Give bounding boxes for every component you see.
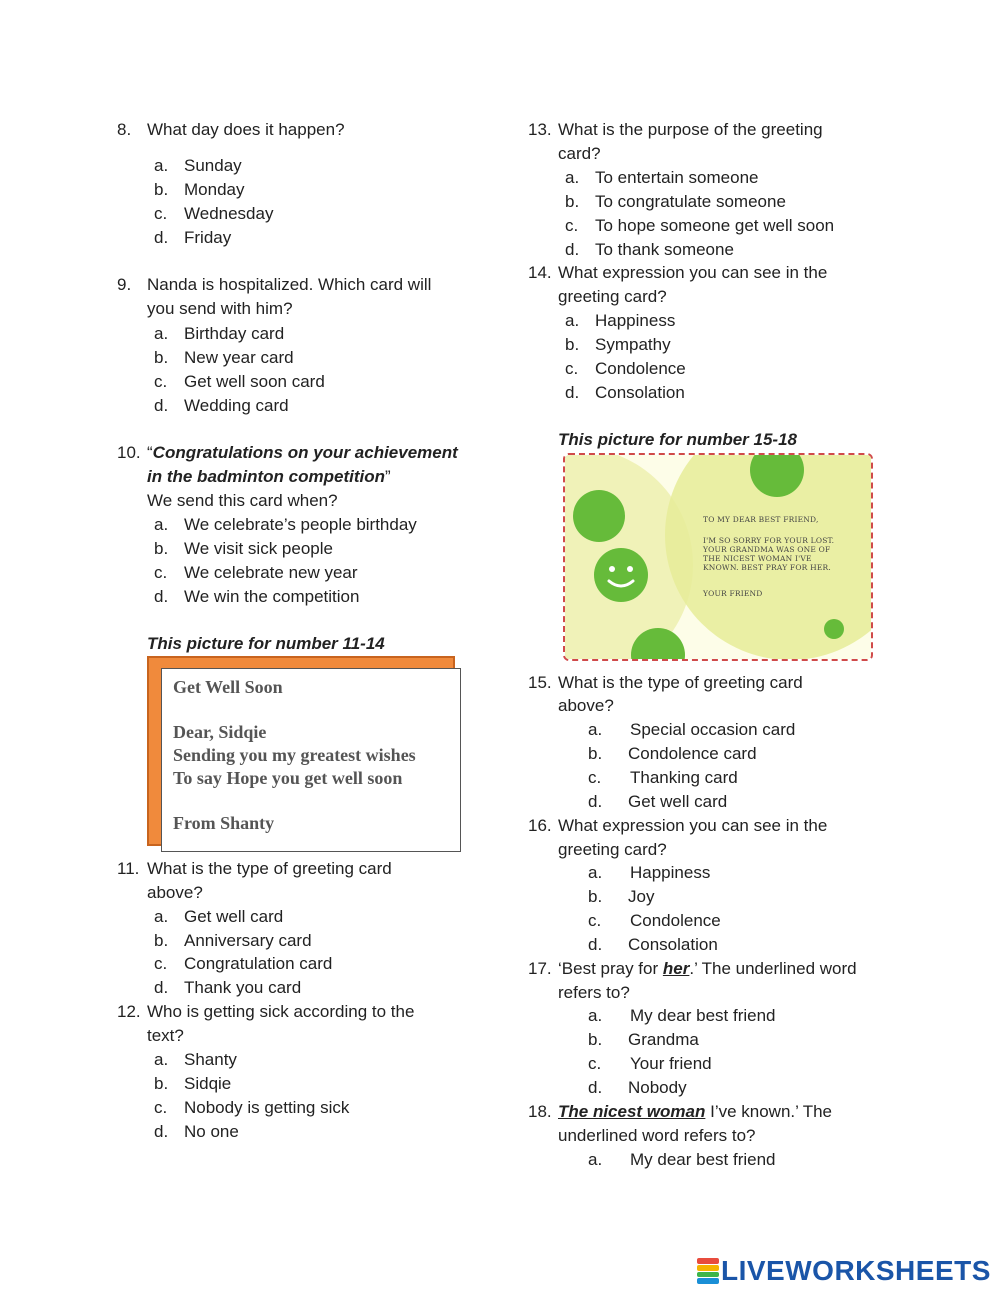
option-letter: b. [154, 348, 169, 367]
card-signature: From Shanty [173, 813, 275, 833]
option-letter: a. [588, 720, 603, 739]
question-number: 14. [528, 263, 552, 282]
question-text-cont: above? [147, 883, 203, 902]
option-text: Sidqie [184, 1074, 232, 1093]
logo-bar [697, 1265, 719, 1271]
question-text: Nanda is hospitalized. Which card will [147, 275, 432, 294]
option-text: Condolence card [628, 744, 757, 763]
option-text: Get well card [184, 907, 284, 926]
option-letter: c. [588, 768, 602, 787]
question-number: 13. [528, 120, 552, 139]
option-letter: d. [154, 396, 169, 415]
option-letter: d. [588, 935, 603, 954]
option-letter: a. [588, 1150, 603, 1169]
option-text: Monday [184, 180, 245, 199]
card-salutation: TO MY DEAR BEST FRIEND, [703, 515, 819, 524]
option-letter: a. [154, 907, 169, 926]
option-text: Happiness [630, 863, 711, 882]
option-text: We celebrate’s people birthday [184, 515, 417, 534]
option-text: To entertain someone [595, 168, 759, 187]
option-letter: c. [154, 954, 168, 973]
question-text-cont: refers to? [558, 983, 630, 1002]
text-segment: I’ve known.’ The [705, 1102, 832, 1121]
option-text: Consolation [595, 383, 685, 402]
option-letter: a. [154, 156, 169, 175]
card-line: THE NICEST WOMAN I'VE [703, 554, 812, 563]
option-letter: c. [154, 204, 168, 223]
green-dot [573, 490, 625, 542]
option-letter: a. [588, 1006, 603, 1025]
green-dot [824, 619, 844, 639]
option-letter: d. [154, 587, 169, 606]
option-text: To thank someone [595, 240, 734, 259]
question-text-cont: We send this card when? [147, 491, 338, 510]
option-letter: b. [565, 192, 580, 211]
smiley-face-icon [594, 548, 648, 602]
option-text: No one [184, 1122, 239, 1141]
option-letter: b. [154, 1074, 169, 1093]
question-number: 16. [528, 816, 552, 835]
logo-bar [697, 1278, 719, 1284]
question-text: Who is getting sick according to the [147, 1002, 415, 1021]
question-text: What is the purpose of the greeting [558, 120, 823, 139]
card-title: Get Well Soon [173, 677, 283, 697]
option-letter: c. [588, 1054, 602, 1073]
option-letter: a. [565, 311, 580, 330]
quote-text: in the badminton competition [147, 467, 385, 486]
option-text: Congratulation card [184, 954, 333, 973]
option-letter: d. [154, 1122, 169, 1141]
option-letter: b. [154, 539, 169, 558]
question-number: 18. [528, 1102, 552, 1121]
question-number: 17. [528, 959, 552, 978]
option-letter: c. [154, 372, 168, 391]
option-text: Joy [628, 887, 655, 906]
logo-icon [697, 1258, 719, 1284]
option-letter: d. [154, 978, 169, 997]
option-text: Sympathy [595, 335, 671, 354]
question-text-cont: you send with him? [147, 299, 293, 318]
card-line: Sending you my greatest wishes [173, 745, 416, 765]
underlined-word: her [662, 959, 690, 978]
question-text-cont: above? [558, 696, 614, 715]
option-text: Your friend [630, 1054, 712, 1073]
card-greeting: Dear, Sidqie [173, 722, 267, 742]
question-number: 9. [117, 275, 132, 294]
quote-close: ” [384, 467, 391, 486]
question-text [558, 957, 857, 981]
smiley-eye [627, 566, 633, 572]
option-letter: c. [154, 563, 168, 582]
get-well-card [161, 668, 461, 852]
question-number: 8. [117, 120, 132, 139]
caption-15-18: This picture for number 15-18 [558, 430, 797, 449]
question-text: What is the type of greeting card [558, 673, 803, 692]
text-segment: ‘Best pray for [558, 959, 663, 978]
option-text: Nobody is getting sick [184, 1098, 350, 1117]
option-letter: d. [565, 383, 580, 402]
option-text: Sunday [184, 156, 242, 175]
question-text-cont: underlined word refers to? [558, 1126, 756, 1145]
option-text: Friday [184, 228, 232, 247]
option-text: We celebrate new year [184, 563, 358, 582]
question-text-cont: text? [147, 1026, 184, 1045]
smiley-eye [609, 566, 615, 572]
option-letter: a. [154, 1050, 169, 1069]
underlined-word: The nicest woman [558, 1102, 706, 1121]
question-number: 11. [117, 859, 140, 878]
caption-11-14: This picture for number 11-14 [147, 634, 385, 653]
option-text: Grandma [628, 1030, 699, 1049]
question-text [147, 441, 458, 465]
option-letter: d. [565, 240, 580, 259]
option-letter: d. [154, 228, 169, 247]
option-text: Nobody [628, 1078, 687, 1097]
card-line: KNOWN. BEST PRAY FOR HER. [703, 563, 831, 572]
option-text: Wedding card [184, 396, 289, 415]
option-text: Thanking card [630, 768, 738, 787]
card-signature: YOUR FRIEND [703, 589, 763, 598]
option-text: Special occasion card [630, 720, 796, 739]
question-text: What expression you can see in the [558, 263, 828, 282]
quote-open: “ [147, 443, 153, 462]
option-letter: d. [588, 1078, 603, 1097]
question-number: 10. [117, 443, 141, 462]
option-text: Anniversary card [184, 931, 312, 950]
question-text-cont: greeting card? [558, 840, 667, 859]
option-text: Condolence [595, 359, 686, 378]
option-text: To congratulate someone [595, 192, 786, 211]
question-text: What is the type of greeting card [147, 859, 392, 878]
option-letter: b. [588, 1030, 603, 1049]
option-text: Get well card [628, 792, 728, 811]
option-letter: c. [565, 359, 579, 378]
text-segment: .’ The underlined word [689, 959, 857, 978]
logo-text: LIVEWORKSHEETS [721, 1255, 991, 1286]
logo-bar [697, 1272, 719, 1278]
question-text-cont [147, 465, 391, 489]
option-text: Birthday card [184, 324, 285, 343]
option-text: My dear best friend [630, 1006, 776, 1025]
question-text-cont: greeting card? [558, 287, 667, 306]
option-text: To hope someone get well soon [595, 216, 835, 235]
option-letter: a. [154, 515, 169, 534]
option-letter: a. [565, 168, 580, 187]
card-line: I'M SO SORRY FOR YOUR LOST. [703, 536, 835, 545]
option-text: Consolation [628, 935, 718, 954]
option-letter: b. [565, 335, 580, 354]
option-letter: d. [588, 792, 603, 811]
option-text: My dear best friend [630, 1150, 776, 1169]
option-text: Wednesday [184, 204, 274, 223]
question-number: 15. [528, 673, 552, 692]
option-letter: c. [588, 911, 602, 930]
option-text: Thank you card [184, 978, 302, 997]
condolence-card [563, 453, 873, 661]
question-text [558, 1100, 832, 1124]
question-text: What expression you can see in the [558, 816, 828, 835]
option-text: We win the competition [184, 587, 360, 606]
option-letter: b. [588, 744, 603, 763]
option-letter: a. [154, 324, 169, 343]
option-letter: b. [588, 887, 603, 906]
quote-text: Congratulations on your achievement [152, 443, 458, 462]
option-letter: c. [565, 216, 579, 235]
option-letter: c. [154, 1098, 168, 1117]
option-text: New year card [184, 348, 294, 367]
option-text: Condolence [630, 911, 721, 930]
option-letter: b. [154, 931, 169, 950]
option-text: Get well soon card [184, 372, 325, 391]
question-text-cont: card? [558, 144, 601, 163]
option-letter: a. [588, 863, 603, 882]
option-text: Happiness [595, 311, 676, 330]
liveworksheets-logo[interactable] [697, 1254, 991, 1288]
option-text: We visit sick people [184, 539, 333, 558]
question-number: 12. [117, 1002, 141, 1021]
card-line: YOUR GRANDMA WAS ONE OF [703, 545, 831, 554]
logo-bar [697, 1258, 719, 1264]
card-line: To say Hope you get well soon [173, 768, 403, 788]
question-text: What day does it happen? [147, 120, 345, 139]
option-letter: b. [154, 180, 169, 199]
option-text: Shanty [184, 1050, 237, 1069]
